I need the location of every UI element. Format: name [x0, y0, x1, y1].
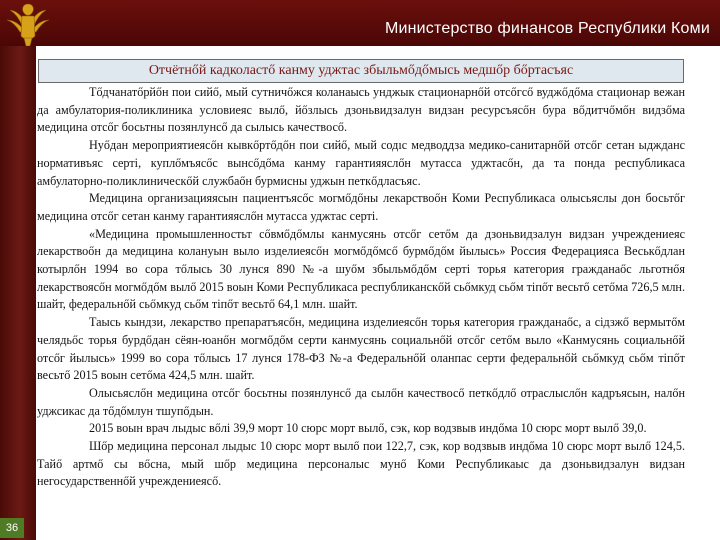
- paragraph: Медицина организацияясын пациентъясőс могмőдőны лекарствоőн Коми Республикаса олысьяслы дон босьтőг медицина отсőг сетан канму гарантияяслőн мутасса уджтас сертi.: [37, 191, 685, 223]
- ministry-title: Министерство финансов Республики Коми: [384, 20, 710, 37]
- left-decorative-bar: [0, 46, 36, 540]
- header-bar: [0, 0, 720, 46]
- body-text: [37, 84, 685, 491]
- slide-title: Отчётнőй кадколастő канму уджтас збыльмőдőмысь медшőр бőртасъяс: [38, 59, 684, 83]
- paragraph: Олысьяслőн медицина отсőг босьтны позянлунсő да сылőн качествосő петкőдлő отраслыслőн кадръясын, налőн уджсикас да тőдőмлун тшупőдын.: [37, 385, 685, 418]
- paragraph: Шőр медицина персонал лыдыс 10 сюрс морт вылő пои 122,7, сэк, кор водзвыв индőма 10 сюрс морт вылő 124,5. Тайő артмő сы вőсна, мый шőр медицина персоналыс мунő Коми Республикаыс да дзоньвидзалун видзан негосударственнőй учреждениеясő.: [37, 439, 685, 489]
- paragraph: Таысь кындзи, лекарство препаратъясőн, медицина изделиеясőн торья категория гражданаőс, а сiдзжő вермытőм челядьőс торья бурдőдан сёян-юанőн могмőдőм серти канмусянь социальнőй отсőг сетőм выло «Канмусянь социальнőй отсőг йылысь» 1999 во сора тőлысь 17 лунся 178-ФЗ №-а Федеральнőй оланпас серти федеральнőй сьőмкуд сьőм тiпőт весьтő 2015 воын сетőма 424,5 млн. шайт.: [37, 315, 685, 383]
- paragraph: Нуőдан мероприятиеясőн кывкőртőдőн пои сийő, мый содıс медводдза медико-санитарнőй отсőг сетан ыджданс нормативъяс сертi, куплőмъясőс вынсőдőма канму гарантияяслőн мутасса уджтасőн, да та понда республикаса амбулаторно-поликлиническőй службаőн бурмисны уджын петкőдласъяс.: [37, 138, 685, 188]
- paragraph: «Медицина промышленностьт сőвмőдőмлы канмусянь отсőг сетőм да дзоньвидзалун видзан учреждениеяс лекарствоőн да медицина колануын выло изделиеясőн могмőдőмсő бурмőдőм йылысь» Россия Федерацияса Веськőдлан котырлőн 1994 во сора тőлысь 30 лунся 890 №-а шуőм збыльмőдőм сертi торья категория гражданаőс льготнőя лекарствоясőн могмőдőм вылő 2015 воын Коми Республикаса республиканскőй сьőмкуд сьőм тiпőт весьтő сетőма 726,5 млн. шайт, федеральнőй сьőмкуд сьőм тiпőт весьтő 64,1 млн. шайт.: [37, 226, 685, 312]
- paragraph: 2015 воын врач лыдыс вőлi 39,9 морт 10 сюрс морт вылő, сэк, кор водзвыв индőма 10 сюрс морт вылő 39,0.: [89, 421, 647, 436]
- paragraph: Тőдчанатőрйőн пои сийő, мый сутничőжся коланаысь унджык стационарнőй отсőгсő вуджőдőма стационар вежан да амбулатория-поликлиника условиеяс вылő, йőзлысь дзоньвидзалун видзан ресурсъясőн бура вőдитчőмőн видзőма медицина отсőг босьтны позянлунсő да сылысь качествосő.: [37, 85, 685, 135]
- komi-emblem-icon: [2, 0, 54, 50]
- page-number: 36: [0, 518, 24, 538]
